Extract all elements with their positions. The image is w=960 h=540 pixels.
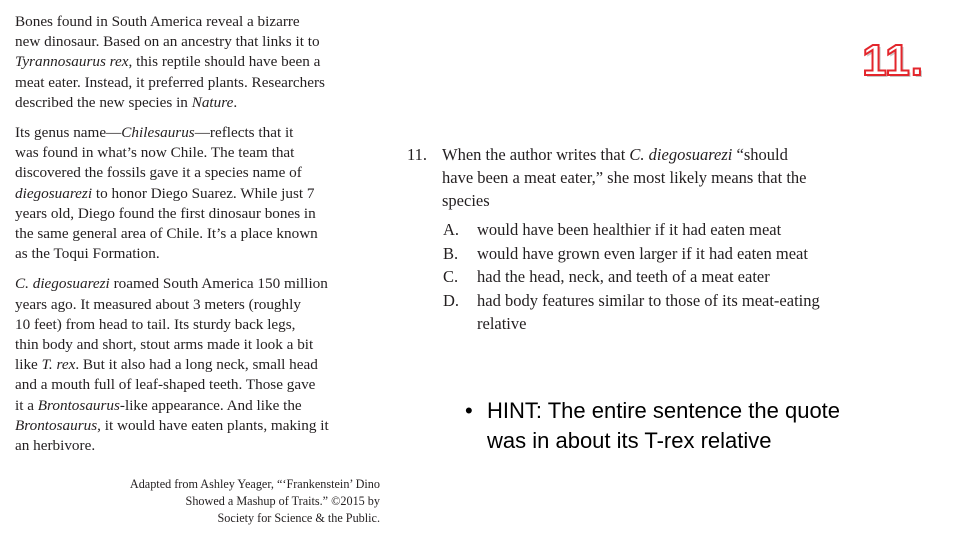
choice-line: would have grown even larger if it had eaten meat <box>477 243 808 263</box>
passage-line: discovered the fossils gave it a species name of <box>15 164 302 182</box>
reading-passage <box>15 12 387 466</box>
hint-line: HINT: The entire sentence the quote <box>487 398 841 423</box>
citation-line: Showed a Mashup of Traits.” ©2015 by <box>185 494 380 509</box>
passage-line: thin body and short, stout arms made it look a bit <box>15 336 314 354</box>
passage-line: C. diegosuarezi roamed South America 150 million <box>15 275 328 293</box>
passage-line: was found in what’s now Chile. The team that <box>15 144 295 162</box>
hint-line: was in about its T-rex relative <box>487 428 772 453</box>
choice-line: had body features similar to those of its meat-eating <box>477 290 820 310</box>
passage-line: new dinosaur. Based on an ancestry that links it to <box>15 33 320 51</box>
hint-text <box>487 396 937 456</box>
slide-number: 11. <box>862 36 924 85</box>
passage-line: diegosuarezi to honor Diego Suarez. While just 7 <box>15 184 315 202</box>
choice-text <box>477 242 808 265</box>
choice-letter: C. <box>443 267 459 287</box>
passage-line: meat eater. Instead, it preferred plants. Researchers <box>15 73 325 91</box>
bullet-icon: • <box>465 398 473 423</box>
answer-choices <box>407 218 907 336</box>
answer-choice-d[interactable] <box>407 289 907 336</box>
choice-text <box>477 289 820 335</box>
passage-paragraph-2 <box>15 123 387 264</box>
choice-line: would have been healthier if it had eaten meat <box>477 220 782 239</box>
stem-line: have been a meat eater,” she most likely means that the <box>442 168 807 188</box>
passage-line: Its genus name—Chilesaurus—reflects that it <box>15 124 294 142</box>
stem-line: When the author writes that C. diegosuarezi “should <box>442 145 788 164</box>
citation-line: Adapted from Ashley Yeager, “‘Frankenstein’ Dino <box>129 477 380 491</box>
choice-line: had the head, neck, and teeth of a meat eater <box>477 267 770 287</box>
passage-line: Bones found in South America reveal a bizarre <box>15 13 300 30</box>
passage-line: an herbivore. <box>15 437 96 455</box>
stem-line: species <box>442 191 490 211</box>
passage-line: 10 feet) from head to tail. Its sturdy back legs, <box>15 315 296 333</box>
choice-letter: A. <box>443 220 460 239</box>
citation-line: Society for Science & the Public. <box>217 511 380 526</box>
passage-paragraph-1 <box>15 12 387 113</box>
question-stem <box>442 143 907 213</box>
passage-line: described the new species in Nature. <box>15 93 238 111</box>
answer-choice-a[interactable] <box>407 218 907 242</box>
answer-choice-b[interactable] <box>407 242 907 266</box>
passage-line: it a Brontosaurus-like appearance. And like the <box>15 396 302 414</box>
passage-line: Tyrannosaurus rex, this reptile should have been a <box>15 53 321 71</box>
passage-paragraph-3 <box>15 274 387 456</box>
passage-line: like T. rex. But it also had a long neck, small head <box>15 356 318 374</box>
choice-line: relative <box>477 313 527 333</box>
question-number: 11. <box>407 145 428 164</box>
passage-line: Brontosaurus, it would have eaten plants, making it <box>15 416 329 434</box>
passage-line: as the Toqui Formation. <box>15 245 160 263</box>
passage-line: the same general area of Chile. It’s a place known <box>15 225 318 243</box>
choice-text <box>477 265 770 288</box>
passage-line: years old, Diego found the first dinosaur bones in <box>15 204 316 222</box>
choice-text <box>477 218 781 241</box>
choice-letter: D. <box>443 290 460 310</box>
passage-source-citation <box>60 476 380 528</box>
answer-choice-c[interactable] <box>407 265 907 289</box>
choice-letter: B. <box>443 243 459 263</box>
passage-line: and a mouth full of leaf-shaped teeth. Those gave <box>15 376 316 394</box>
passage-line: years ago. It measured about 3 meters (roughly <box>15 295 301 313</box>
